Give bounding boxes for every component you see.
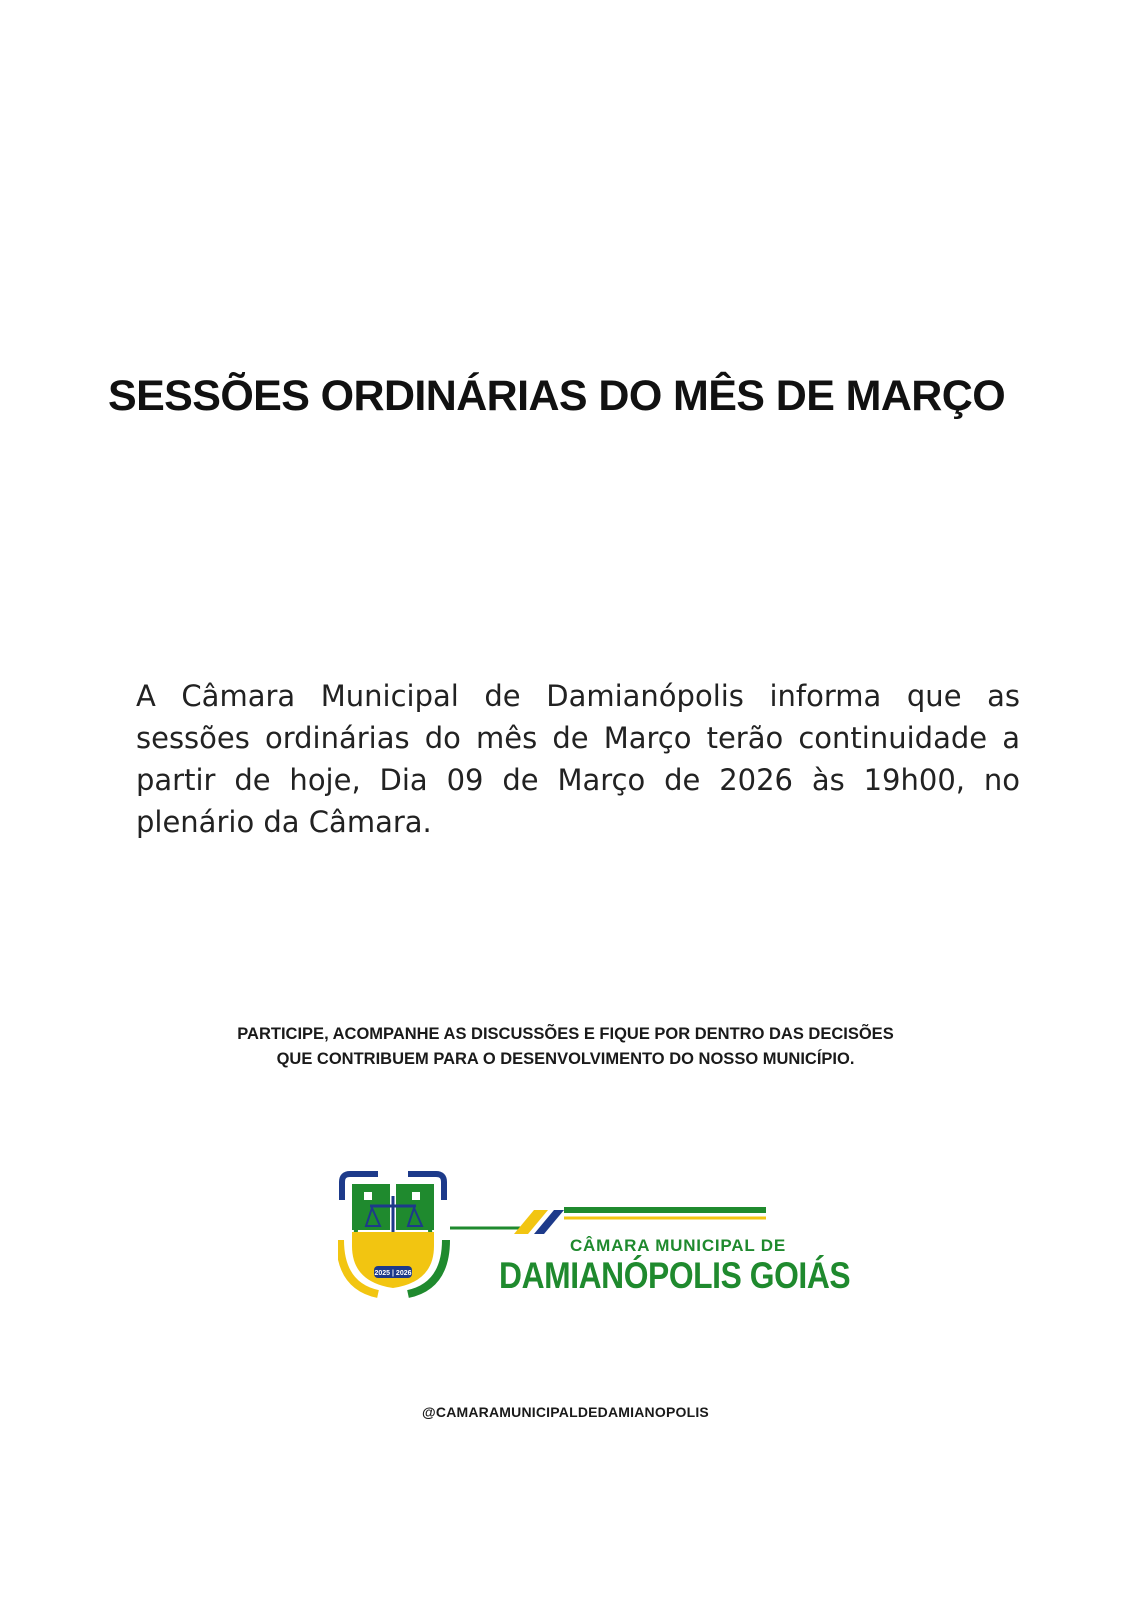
announcement-body: A Câmara Municipal de Damianópolis informa que as sessões ordinárias do mês de Março terão continuidade a partir de hoje, Dia 09 de Março de 2026 às 19h00, no plenário da Câmara. (136, 679, 1020, 839)
logo-city-name: DAMIANÓPOLIS GOIÁS (499, 1255, 851, 1296)
page-title: SESSÕES ORDINÁRIAS DO MÊS DE MARÇO (108, 372, 1006, 420)
call-to-action-line-2: QUE CONTRIBUEM PARA O DESENVOLVIMENTO DO NOSSO MUNICÍPIO. (276, 1050, 855, 1068)
call-to-action (120, 1022, 1011, 1072)
seal-year-text: 2025 | 2026 (374, 1270, 412, 1277)
social-handle: @CAMARAMUNICIPALDEDAMIANOPOLIS (422, 1404, 709, 1420)
chamber-logo (338, 1170, 851, 1300)
call-to-action-line-1: PARTICIPE, ACOMPANHE AS DISCUSSÕES E FIQUE POR DENTRO DAS DECISÕES (237, 1025, 894, 1043)
logo-chamber-name: CÂMARA MUNICIPAL DE (569, 1236, 786, 1255)
